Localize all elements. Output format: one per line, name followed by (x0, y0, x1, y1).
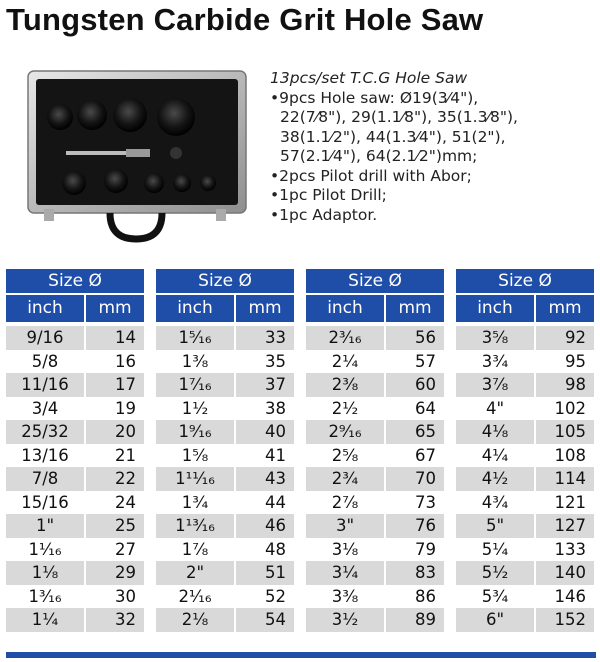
inch-cell: 2³⁄₁₆ (306, 326, 384, 350)
table-row (156, 397, 294, 421)
inch-cell: 1⁵⁄₁₆ (156, 326, 234, 350)
table-row (456, 491, 594, 515)
mm-cell: 146 (554, 586, 586, 606)
mm-cell: 27 (115, 539, 136, 559)
mm-cell: 56 (386, 326, 444, 350)
inch-cell: 3⁵⁄₈ (456, 326, 534, 350)
mm-cell: 51 (236, 561, 294, 585)
mm-cell: 86 (415, 586, 436, 606)
inch-cell: 1¹⁄₂ (181, 398, 209, 418)
inch-cell: 1³⁄₈ (181, 351, 209, 371)
table-row (6, 538, 144, 562)
description-line: 57(2.1⁄4"), 64(2.1⁄2")mm; (280, 147, 478, 165)
table-row (6, 608, 144, 632)
mm-cell: 32 (86, 608, 144, 632)
table-row (6, 467, 144, 491)
mm-header: mm (386, 295, 444, 322)
inch-cell: 4" (485, 398, 505, 418)
table-row (156, 585, 294, 609)
mm-cell: 65 (386, 420, 444, 444)
mm-cell: 14 (86, 326, 144, 350)
inch-cell: 2³⁄₄ (306, 467, 384, 491)
table-row (156, 514, 294, 538)
mm-cell: 98 (536, 373, 594, 397)
table-row (6, 350, 144, 374)
mm-cell: 95 (565, 351, 586, 371)
mm-cell: 41 (265, 445, 286, 465)
inch-cell: 2" (156, 561, 234, 585)
mm-cell: 105 (536, 420, 594, 444)
inch-cell: 2⁹⁄₁₆ (306, 420, 384, 444)
mm-cell: 33 (236, 326, 294, 350)
product-description (270, 69, 596, 225)
description-line: •1pc Pilot Drill; (270, 186, 387, 204)
page-title: Tungsten Carbide Grit Hole Saw (6, 2, 484, 37)
inch-cell: 4¹⁄₂ (456, 467, 534, 491)
inch-cell: 25/32 (6, 420, 84, 444)
size-header: Size Ø (156, 269, 294, 293)
table-row (6, 420, 144, 444)
table-row (456, 373, 594, 397)
table-row (456, 326, 594, 350)
description-line: 22(7⁄8"), 29(1.1⁄8"), 35(1.3⁄8"), (280, 108, 518, 126)
mm-cell: 17 (86, 373, 144, 397)
description-line: •9pcs Hole saw: Ø19(3⁄4"), (270, 88, 479, 107)
size-table (456, 269, 594, 632)
inch-cell: 1¹⁄₄ (6, 608, 84, 632)
inch-cell: 13/16 (21, 445, 69, 465)
inch-cell: 3¹⁄₄ (306, 561, 384, 585)
mm-cell: 102 (554, 398, 586, 418)
table-row (306, 514, 444, 538)
mm-cell: 30 (115, 586, 136, 606)
inch-header: inch (306, 295, 384, 322)
inch-cell: 1⁷⁄₁₆ (156, 373, 234, 397)
mm-cell: 54 (236, 608, 294, 632)
inch-cell: 1⁷⁄₈ (181, 539, 209, 559)
inch-header: inch (456, 295, 534, 322)
table-row (306, 561, 444, 585)
inch-cell: 3" (306, 514, 384, 538)
inch-cell: 5" (456, 514, 534, 538)
table-row (306, 467, 444, 491)
table-row (306, 420, 444, 444)
table-row (456, 514, 594, 538)
inch-cell: 2³⁄₈ (306, 373, 384, 397)
table-row (156, 608, 294, 632)
mm-cell: 25 (86, 514, 144, 538)
mm-cell: 57 (415, 351, 436, 371)
table-row (456, 608, 594, 632)
table-row (456, 538, 594, 562)
inch-cell: 7/8 (6, 467, 84, 491)
inch-cell: 11/16 (6, 373, 84, 397)
mm-cell: 20 (86, 420, 144, 444)
table-row (156, 350, 294, 374)
inch-cell: 3¹⁄₂ (306, 608, 384, 632)
inch-cell: 2¹⁄₄ (331, 351, 359, 371)
inch-cell: 1³⁄₄ (181, 492, 209, 512)
description-line: •1pc Adaptor. (270, 205, 378, 224)
mm-cell: 79 (415, 539, 436, 559)
size-table (6, 269, 144, 632)
table-row (306, 538, 444, 562)
description-line: •2pcs Pilot drill with Abor; (270, 166, 472, 185)
table-row (156, 420, 294, 444)
mm-cell: 83 (386, 561, 444, 585)
table-row (306, 397, 444, 421)
table-row (6, 491, 144, 515)
mm-cell: 35 (265, 351, 286, 371)
inch-cell: 1¹⁄₈ (6, 561, 84, 585)
size-header: Size Ø (306, 269, 444, 293)
table-row (6, 561, 144, 585)
inch-cell: 2¹⁄₈ (156, 608, 234, 632)
table-row (6, 514, 144, 538)
product-photo (26, 69, 248, 245)
mm-header: mm (236, 295, 294, 322)
table-row (156, 373, 294, 397)
inch-cell: 1" (6, 514, 84, 538)
mm-cell: 133 (554, 539, 586, 559)
inch-cell: 1¹¹⁄₁₆ (156, 467, 234, 491)
inch-cell: 1¹³⁄₁₆ (156, 514, 234, 538)
mm-cell: 43 (236, 467, 294, 491)
inch-header: inch (156, 295, 234, 322)
inch-cell: 3⁷⁄₈ (456, 373, 534, 397)
table-row (456, 397, 594, 421)
table-row (456, 444, 594, 468)
inch-cell: 15/16 (21, 492, 69, 512)
mm-cell: 22 (86, 467, 144, 491)
mm-cell: 76 (386, 514, 444, 538)
table-row (456, 420, 594, 444)
mm-cell: 46 (236, 514, 294, 538)
table-row (156, 467, 294, 491)
mm-cell: 152 (536, 608, 594, 632)
mm-cell: 73 (415, 492, 436, 512)
table-row (156, 444, 294, 468)
inch-cell: 5³⁄₄ (481, 586, 509, 606)
mm-cell: 108 (554, 445, 586, 465)
mm-header: mm (86, 295, 144, 322)
table-row (6, 585, 144, 609)
table-row (306, 350, 444, 374)
inch-cell: 3³⁄₄ (481, 351, 509, 371)
table-row (156, 326, 294, 350)
mm-cell: 21 (115, 445, 136, 465)
mm-cell: 127 (536, 514, 594, 538)
table-row (6, 444, 144, 468)
table-row (6, 326, 144, 350)
inch-cell: 2⁵⁄₈ (331, 445, 359, 465)
inch-cell: 5¹⁄₄ (481, 539, 509, 559)
mm-cell: 19 (115, 398, 136, 418)
table-row (306, 585, 444, 609)
description-line: 38(1.1⁄2"), 44(1.3⁄4"), 51(2"), (280, 127, 506, 146)
inch-cell: 2⁷⁄₈ (331, 492, 359, 512)
table-row (456, 561, 594, 585)
mm-cell: 38 (265, 398, 286, 418)
table-row (306, 444, 444, 468)
table-row (306, 373, 444, 397)
table-row (306, 608, 444, 632)
inch-cell: 2¹⁄₂ (331, 398, 359, 418)
bottom-divider (6, 652, 596, 658)
mm-cell: 114 (536, 467, 594, 491)
mm-cell: 52 (265, 586, 286, 606)
mm-cell: 60 (386, 373, 444, 397)
mm-cell: 89 (386, 608, 444, 632)
inch-cell: 2¹⁄₁₆ (178, 586, 212, 606)
mm-cell: 140 (536, 561, 594, 585)
inch-cell: 6" (456, 608, 534, 632)
mm-cell: 40 (236, 420, 294, 444)
inch-cell: 4¹⁄₄ (481, 445, 509, 465)
inch-cell: 3/4 (31, 398, 59, 418)
mm-cell: 16 (115, 351, 136, 371)
inch-cell: 4³⁄₄ (481, 492, 509, 512)
table-row (156, 538, 294, 562)
mm-cell: 70 (386, 467, 444, 491)
inch-cell: 1⁵⁄₈ (181, 445, 209, 465)
mm-cell: 121 (554, 492, 586, 512)
inch-cell: 1⁹⁄₁₆ (156, 420, 234, 444)
mm-cell: 67 (415, 445, 436, 465)
mm-cell: 24 (115, 492, 136, 512)
table-row (156, 491, 294, 515)
mm-cell: 37 (236, 373, 294, 397)
inch-cell: 9/16 (6, 326, 84, 350)
table-row (306, 491, 444, 515)
inch-cell: 4¹⁄₈ (456, 420, 534, 444)
inch-cell: 1³⁄₁₆ (28, 586, 62, 606)
inch-cell: 3¹⁄₈ (331, 539, 359, 559)
table-row (456, 585, 594, 609)
size-table (156, 269, 294, 632)
mm-cell: 44 (265, 492, 286, 512)
inch-cell: 5¹⁄₂ (456, 561, 534, 585)
table-row (156, 561, 294, 585)
mm-cell: 64 (415, 398, 436, 418)
inch-cell: 5/8 (31, 351, 59, 371)
size-header: Size Ø (456, 269, 594, 293)
table-row (6, 373, 144, 397)
table-row (6, 397, 144, 421)
table-row (456, 467, 594, 491)
size-table (306, 269, 444, 632)
table-row (306, 326, 444, 350)
table-row (456, 350, 594, 374)
description-heading: 13pcs/set T.C.G Hole Saw (270, 69, 468, 87)
inch-header: inch (6, 295, 84, 322)
mm-header: mm (536, 295, 594, 322)
inch-cell: 1¹⁄₁₆ (28, 539, 62, 559)
size-header: Size Ø (6, 269, 144, 293)
inch-cell: 3³⁄₈ (331, 586, 359, 606)
mm-cell: 48 (265, 539, 286, 559)
mm-cell: 92 (536, 326, 594, 350)
mm-cell: 29 (86, 561, 144, 585)
